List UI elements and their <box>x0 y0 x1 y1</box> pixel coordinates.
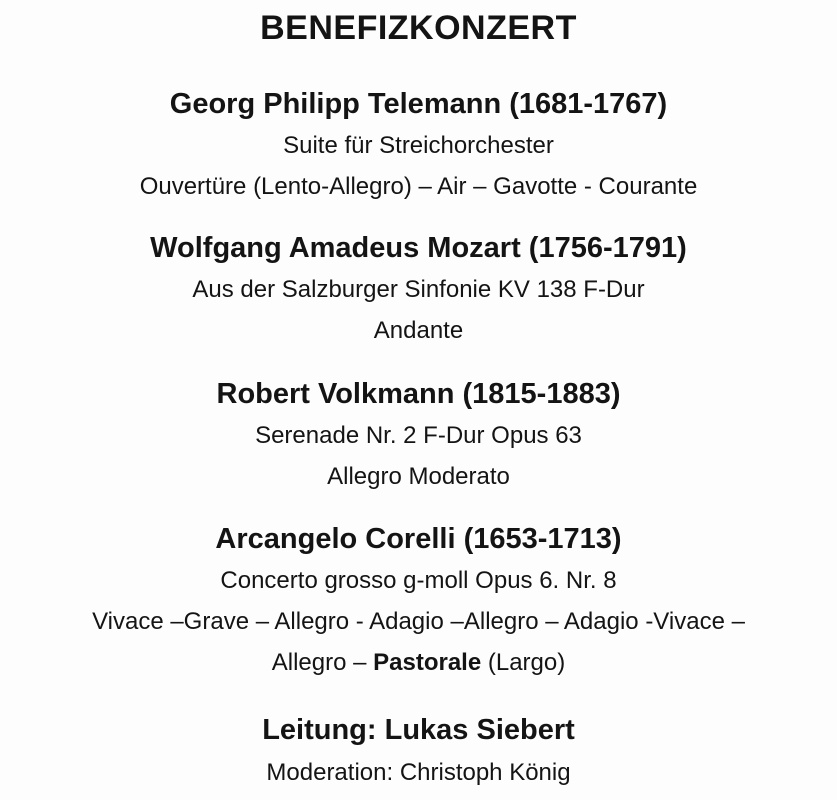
movements-corelli-last-line <box>0 647 837 679</box>
work-mozart: Aus der Salzburger Sinfonie KV 138 F-Dur <box>192 276 645 303</box>
movements-corelli-last-prefix: Allegro – <box>271 649 374 676</box>
movements-telemann: Ouvertüre (Lento-Allegro) – Air – Gavotte - Courante <box>139 173 698 200</box>
work-volkmann: Serenade Nr. 2 F-Dur Opus 63 <box>255 422 582 449</box>
movements-corelli-last-suffix: (Largo) <box>481 649 566 676</box>
movements-corelli: Vivace –Grave – Allegro - Adagio –Allegro – Adagio -Vivace – <box>92 608 745 635</box>
composer-volkmann: Robert Volkmann (1815-1883) <box>216 378 621 410</box>
movements-mozart: Andante <box>373 317 464 344</box>
movements-volkmann: Allegro Moderato <box>327 463 510 490</box>
work-corelli: Concerto grosso g-moll Opus 6. Nr. 8 <box>220 567 617 594</box>
work-telemann: Suite für Streichorchester <box>283 132 554 159</box>
composer-corelli: Arcangelo Corelli (1653-1713) <box>215 523 622 555</box>
moderation-line: Moderation: Christoph König <box>266 759 571 786</box>
composer-telemann: Georg Philipp Telemann (1681-1767) <box>169 88 668 120</box>
composer-mozart: Wolfgang Amadeus Mozart (1756-1791) <box>150 232 687 264</box>
page-title: BENEFIZKONZERT <box>260 9 577 47</box>
movements-corelli-pastorale: Pastorale <box>373 649 482 676</box>
conductor-line: Leitung: Lukas Siebert <box>262 714 575 746</box>
